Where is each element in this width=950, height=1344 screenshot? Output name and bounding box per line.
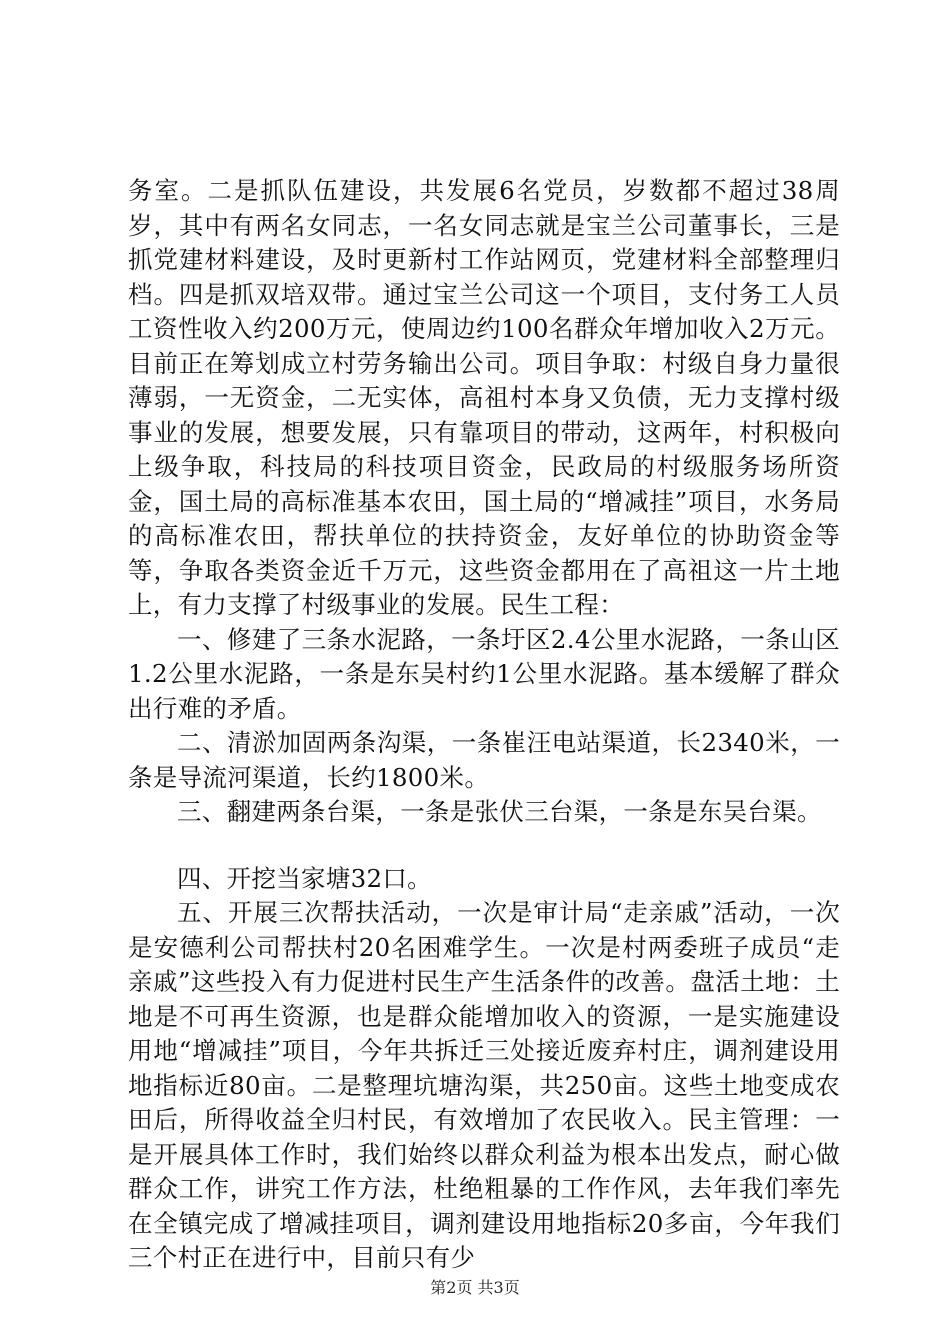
paragraph-item-ponds: 四、开挖当家塘32口。 [177,863,432,893]
paragraph-item-channels: 三、翻建两条台渠，一条是张伏三台渠，一条是东吴台渠。 [177,797,822,826]
page-number-footer: 第2页 共3页 [430,1278,520,1297]
paragraph-spacer [128,830,840,862]
paragraph-item-assistance-and-land: 五、开展三次帮扶活动，一次是审计局“走亲戚”活动，一次是安德利公司帮扶村20名困难学生。一次是村两委班子成员“走亲戚”这些投入有力促进村民生产生活条件的改善。盘活土地：土地是不可再生资源，也是群众能增加收入的资源，一是实施建设用地“增减挂”项目，今年共拆迁三处接近废弃村庄，调剂建设用地指标近80亩。二是整理坑塘沟渠，共250亩。这些土地变成农田后，所得收益全归村民，有效增加了农民收入。民主管理：一是开展具体工作时，我们始终以群众利益为根本出发点，耐心做群众工作，讲究工作方法，杜绝粗暴的工作作风，去年我们率先在全镇完成了增减挂项目，调剂建设用地指标20多亩，今年我们三个村正在进行中，目前只有少 [128,898,840,1272]
paragraph-item-ditches: 二、清淤加固两条沟渠，一条崔汪电站渠道，长2340米，一条是导流河渠道，长约1800米。 [128,728,840,792]
paragraph-party-building-and-projects: 务室。二是抓队伍建设，共发展6名党员，岁数都不超过38周岁，其中有两名女同志，一名女同志就是宝兰公司董事长，三是抓党建材料建设，及时更新村工作站网页，党建材料全部整理归档。四是抓双培双带。通过宝兰公司这一个项目，支付务工人员工资性收入约200万元，使周边约100名群众年增加收入2万元。目前正在筹划成立村劳务输出公司。项目争取：村级自身力量很薄弱，一无资金，二无实体，高祖村本身又负债，无力支撑村级事业的发展，想要发展，只有靠项目的带动，这两年，村积极向上级争取，科技局的科技项目资金，民政局的村级服务场所资金，国土局的高标准基本农田，国土局的“增减挂”项目，水务局的高标准农田，帮扶单位的扶持资金，友好单位的协助资金等等，争取各类资金近千万元，这些资金都用在了高祖这一片土地上，有力支撑了村级事业的发展。民生工程： [128,176,840,619]
document-body [128,174,840,1276]
paragraph-item-roads: 一、修建了三条水泥路，一条圩区2.4公里水泥路，一条山区1.2公里水泥路，一条是东吴村约1公里水泥路。基本缓解了群众出行难的矛盾。 [128,624,840,723]
